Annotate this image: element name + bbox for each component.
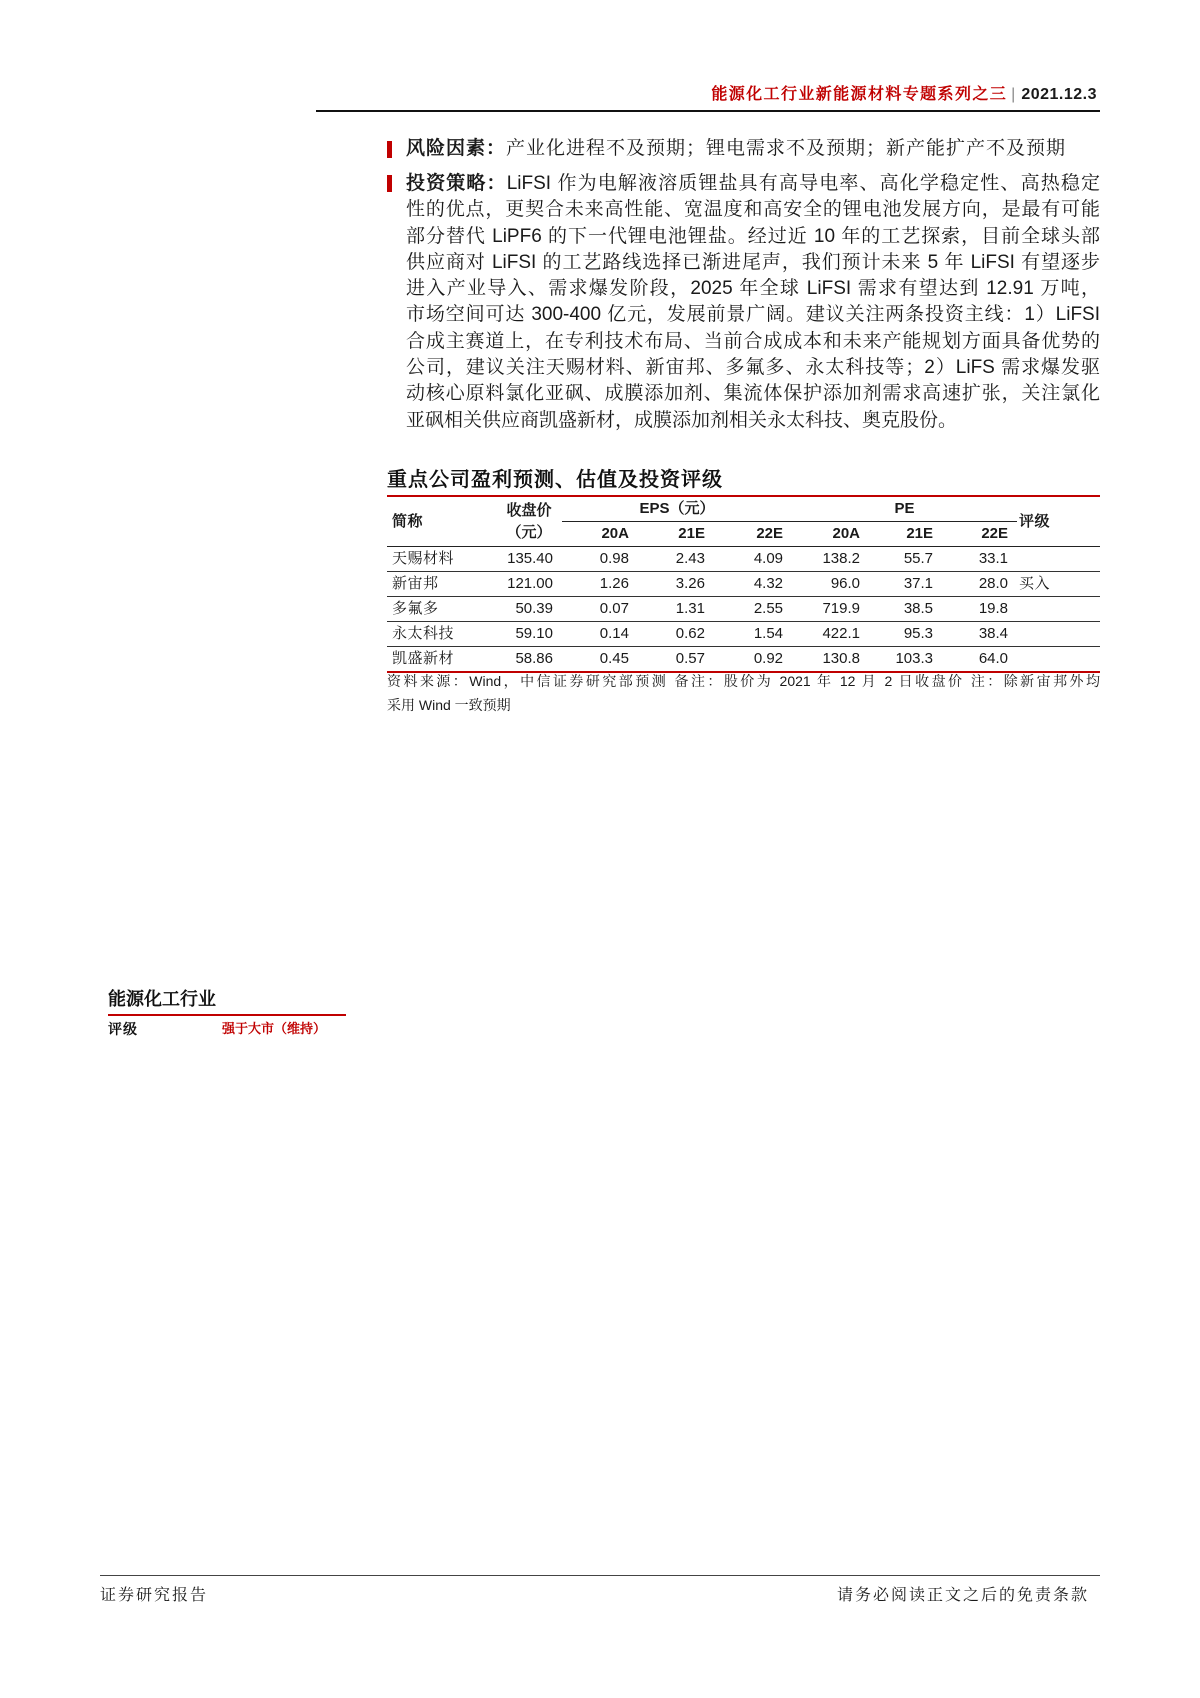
cell-pe-21e: 103.3 — [895, 650, 934, 667]
header-separator: | — [1011, 86, 1016, 103]
col-header-pe-21e: 21E — [869, 522, 942, 547]
investment-strategy — [406, 171, 1100, 434]
report-date: 2021.12.3 — [1021, 86, 1097, 103]
cell-company: 新宙邦 — [387, 572, 476, 597]
cell-eps-22e: 4.32 — [714, 572, 792, 597]
cell-pe-20a: 130.8 — [822, 650, 861, 667]
cell-pe-22e: 28.0 — [942, 572, 1017, 597]
strategy-line: 供应商对 LiFSI 的工艺路线选择已渐进尾声，我们预计未来 5 年 LiFSI 有望逐步 — [406, 251, 1100, 273]
cell-close-price: 59.10 — [476, 622, 562, 647]
footer-rule — [100, 1575, 1100, 1576]
cell-eps-21e: 1.31 — [638, 597, 714, 622]
col-header-eps-21e: 21E — [638, 522, 714, 547]
cell-company: 天赐材料 — [387, 547, 476, 572]
footer-disclaimer: 请务必阅读正文之后的免责条款 — [836, 1587, 1089, 1604]
strategy-text: LiFSI 作为电解液溶质锂盐具有高导电率、高化学稳定性、高热稳定 — [506, 173, 1100, 194]
report-series-title: 能源化工行业新能源材料专题系列之三 — [711, 86, 1008, 103]
cell-pe-20a: 422.1 — [792, 622, 869, 647]
header-rule — [316, 110, 1100, 112]
cell-pe-20a: 138.2 — [792, 547, 869, 572]
cell-pe-22e: 33.1 — [942, 547, 1017, 572]
cell-rating — [1017, 622, 1100, 647]
risk-label: 风险因素： — [406, 138, 507, 159]
bullet-marker — [387, 141, 392, 158]
table-row — [387, 597, 1100, 622]
cell-pe-21e: 38.5 — [869, 597, 942, 622]
strategy-line: 性的优点，更契合未来高性能、宽温度和高安全的锂电池发展方向，是最有可能 — [406, 199, 1100, 221]
table-title: 重点公司盈利预测、估值及投资评级 — [387, 469, 723, 491]
strategy-line: 动核心原料氯化亚砜、成膜添加剂、集流体保护添加剂需求高速扩张，关注氯化 — [406, 383, 1100, 405]
cell-close-price: 50.39 — [476, 597, 562, 622]
cell-eps-22e: 2.55 — [714, 597, 792, 622]
cell-eps-20a: 0.98 — [562, 547, 638, 572]
strategy-line — [406, 171, 1100, 197]
footer-report-type: 证券研究报告 — [100, 1587, 209, 1604]
cell-pe-21e: 95.3 — [869, 622, 942, 647]
cell-company: 永太科技 — [387, 622, 476, 647]
strategy-line: 合成主赛道上，在专利技术布局、当前合成成本和未来产能规划方面具备优势的 — [406, 330, 1100, 352]
cell-eps-22e: 0.92 — [753, 650, 784, 667]
cell-close-price: 135.40 — [476, 547, 562, 572]
cell-close-price: 121.00 — [476, 572, 562, 597]
col-header-pe-20a: 20A — [792, 522, 869, 547]
cell-pe-22e: 38.4 — [942, 622, 1017, 647]
strategy-line: 公司，建议关注天赐材料、新宙邦、多氟多、永太科技等；2）LiFS 需求爆发驱 — [406, 357, 1100, 379]
cell-company: 多氟多 — [387, 597, 476, 622]
close-price-label: 收盘价 — [506, 501, 552, 519]
cell-close-price: 58.86 — [515, 650, 553, 667]
risk-factors — [406, 136, 1100, 162]
table-header-row — [387, 496, 1100, 522]
cell-eps-22e: 1.54 — [714, 622, 792, 647]
col-header-pe-22e: 22E — [942, 522, 1017, 547]
bullet-marker — [387, 175, 392, 192]
sidebar-rule — [108, 1014, 346, 1016]
risk-text: 产业化进程不及预期；锂电需求不及预期；新产能扩产不及预期 — [506, 138, 1067, 159]
strategy-label: 投资策略： — [406, 173, 507, 194]
cell-eps-22e: 4.09 — [714, 547, 792, 572]
note-line: 资料来源：Wind，中信证券研究部预测 备注：股价为 2021 年 12 月 2 日收盘价 注：除新宙邦外均 — [387, 673, 1100, 689]
table-row — [387, 622, 1100, 647]
cell-eps-20a: 0.45 — [599, 650, 629, 667]
cell-pe-20a: 96.0 — [792, 572, 869, 597]
cell-rating — [1017, 547, 1100, 572]
col-header-eps-22e: 22E — [714, 522, 792, 547]
col-group-eps: EPS（元） — [562, 496, 792, 522]
cell-eps-21e: 0.62 — [638, 622, 714, 647]
table-row — [387, 572, 1100, 597]
cell-rating: 买入 — [1017, 572, 1100, 597]
cell-eps-20a: 1.26 — [562, 572, 638, 597]
cell-rating — [1017, 597, 1100, 622]
col-header-rating: 评级 — [1017, 496, 1100, 547]
cell-company: 凯盛新材 — [392, 650, 455, 667]
cell-eps-21e: 2.43 — [638, 547, 714, 572]
cell-pe-20a: 719.9 — [792, 597, 869, 622]
cell-eps-21e: 3.26 — [638, 572, 714, 597]
cell-eps-20a: 0.14 — [562, 622, 638, 647]
strategy-line: 亚砜相关供应商凯盛新材，成膜添加剂相关永太科技、奥克股份。 — [406, 409, 958, 431]
cell-pe-21e: 37.1 — [869, 572, 942, 597]
close-price-unit: （元） — [506, 523, 552, 541]
table-source-note — [387, 669, 1100, 717]
col-header-name: 简称 — [387, 496, 476, 547]
col-group-pe: PE — [792, 496, 1017, 522]
cell-pe-22e: 19.8 — [942, 597, 1017, 622]
col-header-eps-20a: 20A — [562, 522, 638, 547]
cell-eps-20a: 0.07 — [562, 597, 638, 622]
strategy-line: 进入产业导入、需求爆发阶段，2025 年全球 LiFSI 需求有望达到 12.91 万吨， — [406, 278, 1100, 300]
strategy-line: 部分替代 LiPF6 的下一代锂电池锂盐。经过近 10 年的工艺探索，目前全球头部 — [406, 225, 1100, 247]
cell-pe-22e: 64.0 — [978, 650, 1009, 667]
sidebar-rating-label: 评级 — [108, 1021, 138, 1037]
sidebar-industry-title: 能源化工行业 — [108, 989, 216, 1009]
sidebar-rating-value: 强于大市（维持） — [222, 1021, 327, 1036]
cell-eps-21e: 0.57 — [675, 650, 705, 667]
col-header-close-price — [476, 496, 562, 547]
cell-pe-21e: 55.7 — [869, 547, 942, 572]
forecast-table — [387, 495, 1100, 673]
note-line: 采用 Wind 一致预期 — [387, 697, 511, 713]
report-header — [711, 84, 1097, 106]
strategy-line: 市场空间可达 300-400 亿元，发展前景广阔。建议关注两条投资主线：1）LiFSI — [406, 304, 1100, 326]
table-row — [387, 547, 1100, 572]
